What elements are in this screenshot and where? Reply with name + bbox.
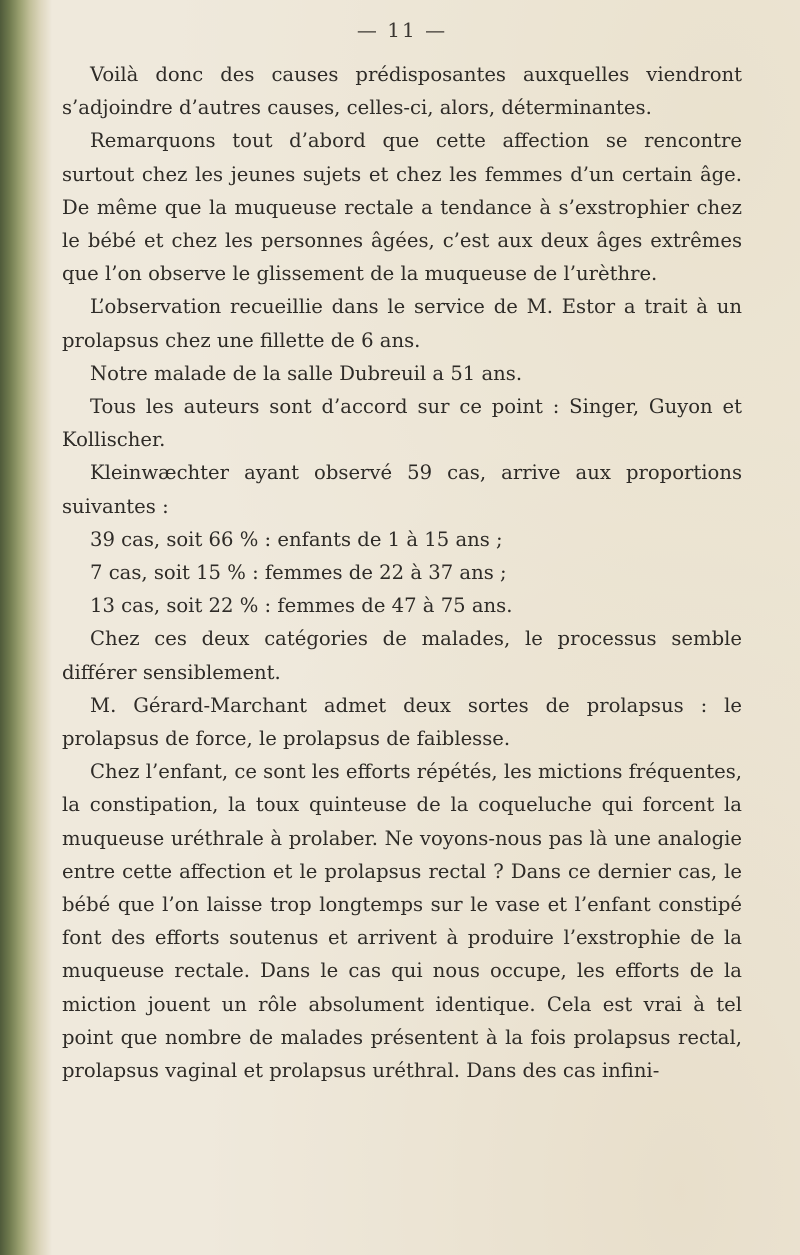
paragraph: Notre malade de la salle Dubreuil a 51 ans. (90, 361, 523, 385)
paragraph: Chez l’enfant, ce sont les efforts répétés, les mictions fréquentes, la constipation, la toux quinteuse de la coqueluche qui forcent la muqueuse uréthrale à prolaber. Ne voyons-nous pas là une analogie entre cette affection et le prolapsus rectal ? Dans ce dernier cas, le bébé que l’on laisse trop longtemps sur le vase et l’enfant constipé font des efforts soutenus et arrivent à produire l’exstrophie de la muqueuse rectale. Dans le cas qui nous occupe, les efforts de la miction jouent un rôle absolument identique. Cela est vrai à tel point que nombre de malades présentent à la fois prolapsus rectal, prolapsus vaginal et prolapsus uréthral. Dans des cas infini- (62, 760, 742, 1083)
binding-shadow (0, 0, 52, 1255)
paragraph: Chez ces deux catégories de malades, le processus semble différer sensiblement. (62, 627, 742, 684)
statistics-line: 39 cas, soit 66 % : enfants de 1 à 15 ans ; (90, 527, 503, 551)
paragraph: M. Gérard-Marchant admet deux sortes de prolapsus : le prolapsus de force, le prolapsus de faiblesse. (62, 693, 742, 751)
paragraph: L’observation recueillie dans le service de M. Estor a trait à un prolapsus chez une fillette de 6 ans. (62, 295, 742, 352)
paragraph: Tous les auteurs sont d’accord sur ce point : Singer, Guyon et Kollischer. (62, 395, 742, 452)
paragraph: Remarquons tout d’abord que cette affection se rencontre surtout chez les jeunes sujets et chez les femmes d’un certain âge. De même que la muqueuse rectale a tendance à s’exstrophier chez le bébé et chez les personnes âgées, c’est aux deux âges extrêmes que l’on observe le glissement de la muqueuse de l’urèthre. (62, 129, 742, 286)
page-number: — 11 — (356, 18, 448, 42)
statistics-line: 7 cas, soit 15 % : femmes de 22 à 37 ans ; (90, 561, 507, 585)
paragraph: Voilà donc des causes prédisposantes auxquelles viendront s’adjoindre d’autres causes, celles-ci, alors, déterminantes. (62, 63, 742, 120)
paragraph: Kleinwæchter ayant observé 59 cas, arrive aux proportions suivantes : (62, 461, 742, 518)
page-body (62, 18, 742, 1087)
statistics-line: 13 cas, soit 22 % : femmes de 47 à 75 ans. (90, 594, 513, 618)
